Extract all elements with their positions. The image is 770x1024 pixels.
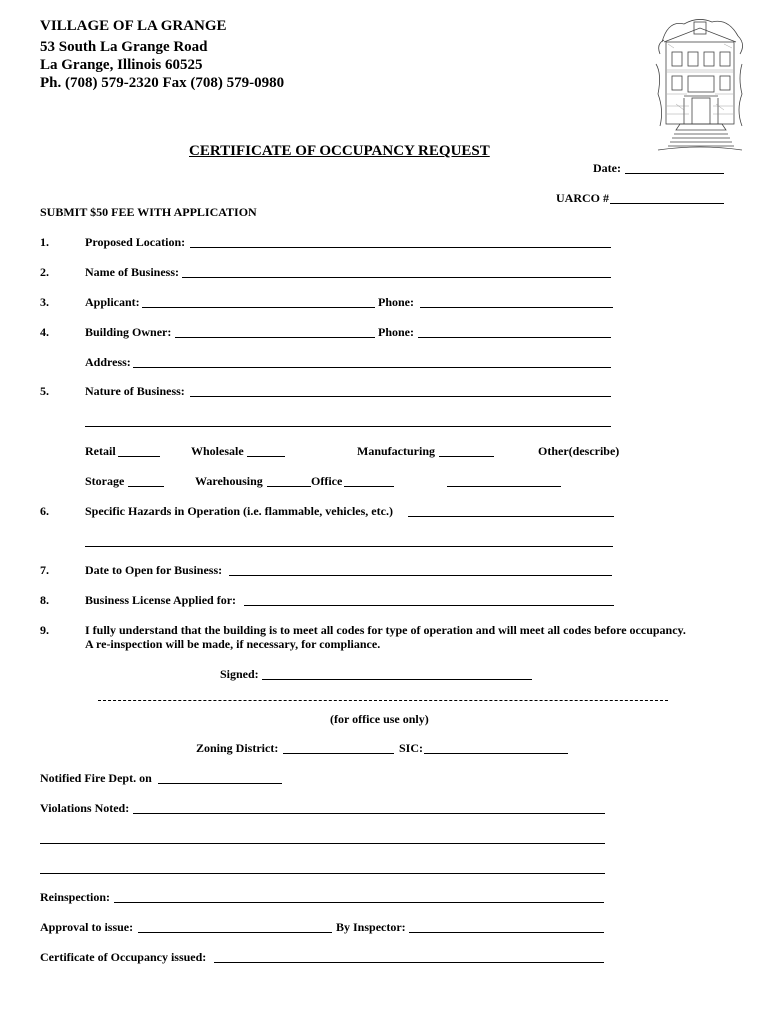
business-name-label: Name of Business: (85, 265, 180, 279)
item-number-5: 5. (40, 384, 49, 398)
by-inspector-field[interactable] (409, 932, 604, 933)
proposed-location-field[interactable] (190, 247, 611, 248)
signature-field[interactable] (262, 679, 532, 680)
nature-of-business-field[interactable] (190, 396, 611, 397)
header-phone-fax: Ph. (708) 579-2320 Fax (708) 579-0980 (40, 75, 285, 91)
nature-of-business-field-2[interactable] (85, 426, 611, 427)
business-license-field[interactable] (244, 605, 614, 606)
storage-label: Storage (85, 474, 125, 488)
zoning-district-label: Zoning District: (196, 741, 279, 755)
applicant-phone-label: Phone: (378, 295, 414, 309)
business-license-label: Business License Applied for: (85, 593, 237, 607)
office-use-divider (98, 700, 668, 701)
building-owner-field[interactable] (175, 337, 375, 338)
item-number-2: 2. (40, 265, 49, 279)
header-city: La Grange, Illinois 60525 (40, 57, 203, 73)
item-number-9: 9. (40, 623, 49, 637)
approval-field[interactable] (138, 932, 332, 933)
business-name-field[interactable] (182, 277, 611, 278)
signed-label: Signed: (220, 667, 259, 681)
storage-field[interactable] (128, 486, 164, 487)
approval-label: Approval to issue: (40, 920, 134, 934)
statement-line-2: A re-inspection will be made, if necessary, for compliance. (85, 637, 381, 651)
item-number-1: 1. (40, 235, 49, 249)
notified-fire-label: Notified Fire Dept. on (40, 771, 152, 785)
header-street: 53 South La Grange Road (40, 39, 208, 55)
manufacturing-label: Manufacturing (357, 444, 435, 458)
other-describe-field[interactable] (447, 486, 561, 487)
office-field[interactable] (344, 486, 394, 487)
uarco-field[interactable] (610, 203, 724, 204)
owner-phone-label: Phone: (378, 325, 414, 339)
notified-fire-field[interactable] (158, 783, 282, 784)
zoning-district-field[interactable] (283, 753, 394, 754)
applicant-field[interactable] (142, 307, 375, 308)
retail-field[interactable] (118, 456, 160, 457)
violations-noted-field[interactable] (133, 813, 605, 814)
date-to-open-label: Date to Open for Business: (85, 563, 223, 577)
item-number-7: 7. (40, 563, 49, 577)
date-label: Date: (593, 161, 621, 175)
violations-noted-field-3[interactable] (40, 873, 605, 874)
address-field[interactable] (133, 367, 611, 368)
violations-noted-field-2[interactable] (40, 843, 605, 844)
sic-label: SIC: (399, 741, 424, 755)
item-number-6: 6. (40, 504, 49, 518)
office-use-note: (for office use only) (330, 712, 429, 726)
manufacturing-field[interactable] (439, 456, 494, 457)
fee-note: SUBMIT $50 FEE WITH APPLICATION (40, 205, 257, 219)
address-label: Address: (85, 355, 131, 369)
proposed-location-label: Proposed Location: (85, 235, 186, 249)
reinspection-field[interactable] (114, 902, 604, 903)
nature-of-business-label: Nature of Business: (85, 384, 185, 398)
item-number-4: 4. (40, 325, 49, 339)
owner-phone-field[interactable] (418, 337, 611, 338)
form-title: CERTIFICATE OF OCCUPANCY REQUEST (189, 143, 490, 159)
item-number-3: 3. (40, 295, 49, 309)
applicant-phone-field[interactable] (420, 307, 613, 308)
warehousing-field[interactable] (267, 486, 311, 487)
hazards-label: Specific Hazards in Operation (i.e. flammable, vehicles, etc.) (85, 504, 393, 518)
village-hall-drawing-icon (654, 14, 746, 156)
certificate-issued-field[interactable] (214, 962, 604, 963)
wholesale-label: Wholesale (191, 444, 244, 458)
wholesale-field[interactable] (247, 456, 285, 457)
header-name: VILLAGE OF LA GRANGE (40, 18, 227, 34)
certificate-issued-label: Certificate of Occupancy issued: (40, 950, 207, 964)
uarco-label: UARCO # (556, 191, 609, 205)
hazards-field-2[interactable] (85, 546, 613, 547)
building-owner-label: Building Owner: (85, 325, 172, 339)
date-to-open-field[interactable] (229, 575, 612, 576)
date-field[interactable] (625, 173, 724, 174)
applicant-label: Applicant: (85, 295, 140, 309)
statement-line-1: I fully understand that the building is to meet all codes for type of operation and will meet all codes before occupancy. (85, 623, 686, 637)
office-label: Office (311, 474, 343, 488)
retail-label: Retail (85, 444, 116, 458)
by-inspector-label: By Inspector: (336, 920, 406, 934)
sic-field[interactable] (424, 753, 568, 754)
violations-noted-label: Violations Noted: (40, 801, 130, 815)
reinspection-label: Reinspection: (40, 890, 110, 904)
warehousing-label: Warehousing (195, 474, 263, 488)
other-label: Other(describe) (538, 444, 620, 458)
hazards-field[interactable] (408, 516, 614, 517)
item-number-8: 8. (40, 593, 49, 607)
